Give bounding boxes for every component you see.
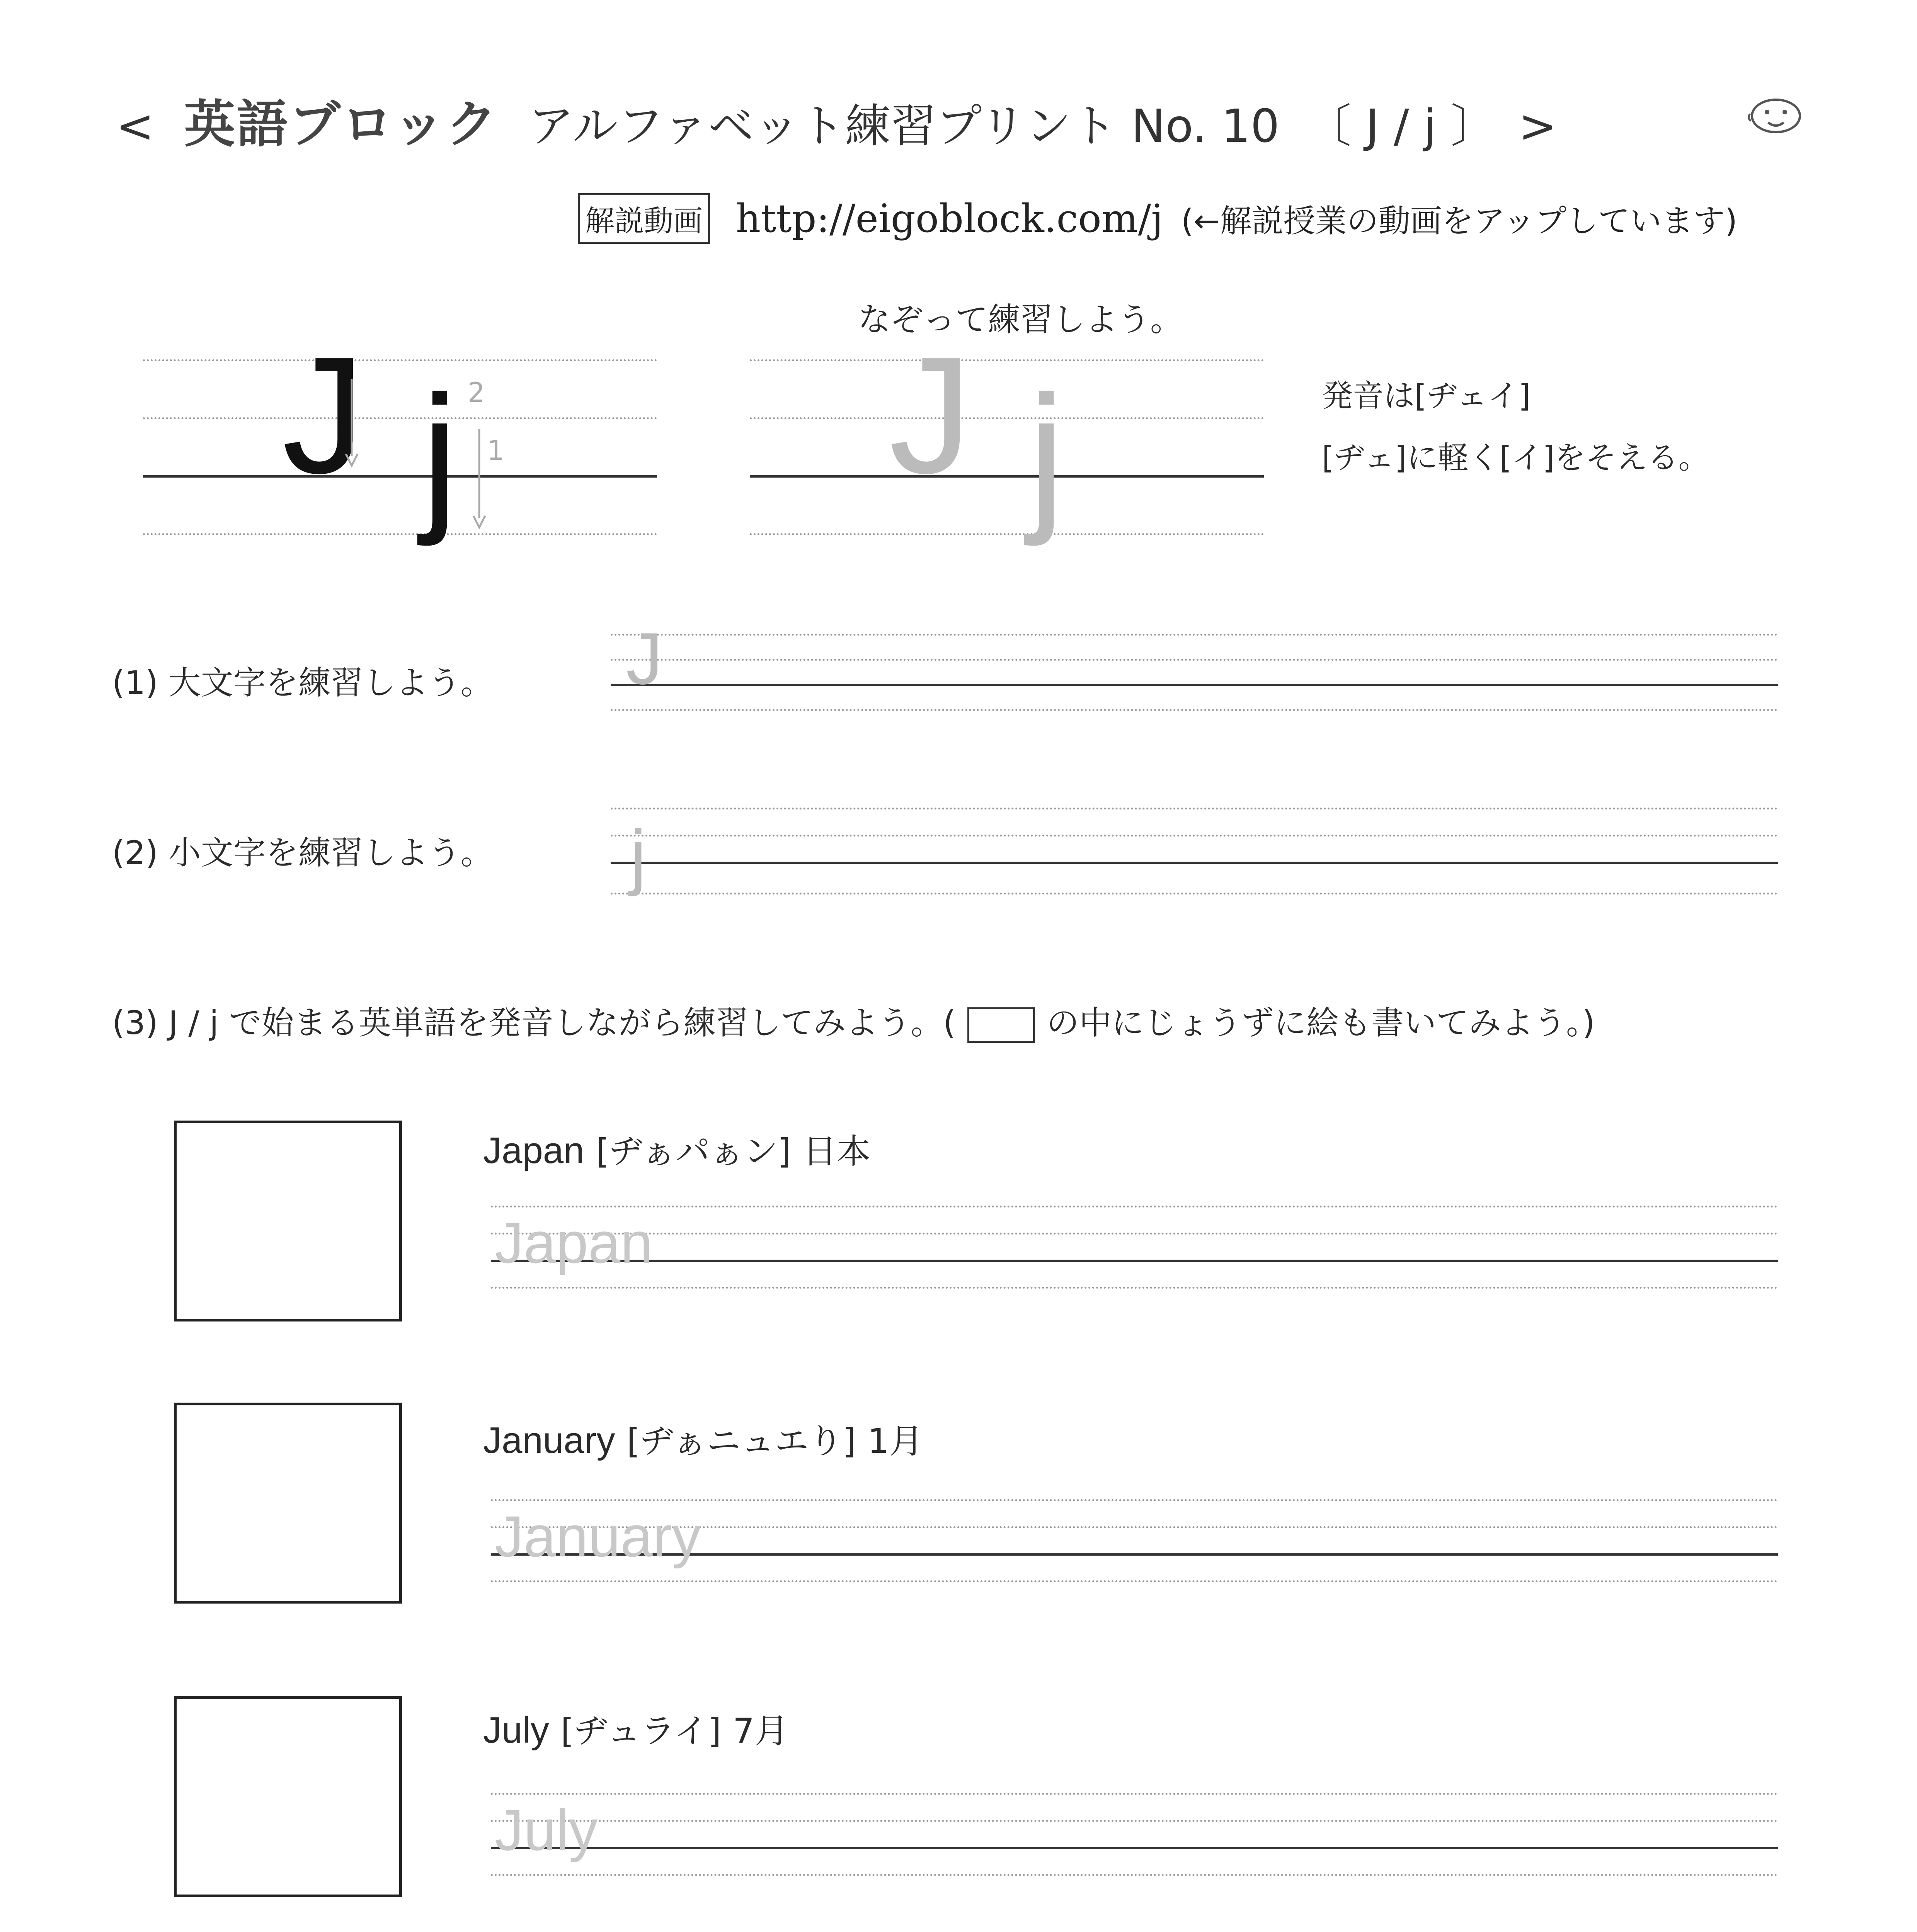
title-bracket-open: < bbox=[116, 99, 154, 153]
word-heading bbox=[483, 1704, 788, 1753]
word-english: July bbox=[483, 1709, 549, 1751]
pronunciation-line-1: 発音は[ヂェイ] bbox=[1322, 378, 1531, 414]
exercise-1-guide: J bbox=[626, 618, 663, 700]
word-trace-guide: July bbox=[495, 1798, 598, 1862]
stroke-number-1: 1 bbox=[487, 435, 504, 466]
video-info bbox=[578, 193, 1737, 244]
word-english: January bbox=[483, 1420, 615, 1461]
trace-upper-letter: J bbox=[889, 323, 972, 508]
drawing-box[interactable] bbox=[174, 1696, 402, 1897]
video-link[interactable]: http://eigoblock.com/j bbox=[735, 196, 1163, 241]
video-badge: 解説動画 bbox=[578, 193, 710, 244]
model-upper-letter: J bbox=[282, 323, 365, 508]
word-reading: [ヂぁニュエり] bbox=[627, 1421, 856, 1461]
word-meaning: 7月 bbox=[733, 1711, 789, 1751]
exercise-2-label: (2) 小文字を練習しよう。 bbox=[112, 834, 493, 872]
face-icon bbox=[1747, 95, 1805, 137]
letter-tag: 〔 J / j 〕 bbox=[1306, 99, 1496, 153]
drawing-box[interactable] bbox=[174, 1121, 402, 1321]
trace-lower-letter: j bbox=[1028, 361, 1065, 547]
exercise-3-label bbox=[112, 997, 1595, 1044]
brand-logo: 英語ブロック bbox=[184, 94, 499, 154]
drawing-box-sample bbox=[967, 1007, 1035, 1043]
trace-heading: なぞって練習しよう。 bbox=[858, 301, 1183, 338]
stroke-arrow-icon bbox=[340, 379, 363, 468]
exercise-1-lines[interactable] bbox=[611, 634, 1778, 711]
word-meaning: 1月 bbox=[867, 1421, 923, 1461]
title-bracket-close: > bbox=[1518, 99, 1557, 153]
word-heading bbox=[483, 1124, 871, 1173]
word-meaning: 日本 bbox=[802, 1131, 871, 1171]
model-lower-letter: j bbox=[421, 361, 458, 547]
drawing-box[interactable] bbox=[174, 1403, 402, 1604]
word-english: Japan bbox=[483, 1130, 584, 1171]
model-letter-lines bbox=[143, 359, 657, 547]
title-text: アルファベット練習プリント No. 10 bbox=[528, 99, 1280, 153]
video-note: (←解説授業の動画をアップしています) bbox=[1181, 203, 1737, 240]
page-title bbox=[116, 83, 1557, 156]
exercise-3-label-a: (3) J / j で始まる英単語を発音しながら練習してみよう。( bbox=[112, 1004, 956, 1042]
exercise-1-label: (1) 大文字を練習しよう。 bbox=[112, 664, 493, 702]
word-practice-lines[interactable] bbox=[491, 1206, 1778, 1291]
stroke-number-2: 2 bbox=[468, 377, 485, 408]
exercise-3-label-b: の中にじょうずに絵も書いてみよう。) bbox=[1046, 1004, 1595, 1042]
word-reading: [ヂュライ] bbox=[560, 1711, 722, 1751]
word-practice-lines[interactable] bbox=[491, 1793, 1778, 1878]
exercise-2-guide: j bbox=[630, 815, 647, 897]
pronunciation-line-2: [ヂェ]に軽く[イ]をそえる。 bbox=[1322, 440, 1709, 476]
word-trace-guide: January bbox=[495, 1504, 701, 1569]
exercise-2-lines[interactable] bbox=[611, 808, 1778, 900]
word-heading bbox=[483, 1414, 923, 1463]
word-trace-guide: Japan bbox=[495, 1210, 653, 1275]
trace-letter-lines bbox=[750, 359, 1264, 547]
word-reading: [ヂぁパぁン] bbox=[596, 1131, 791, 1171]
